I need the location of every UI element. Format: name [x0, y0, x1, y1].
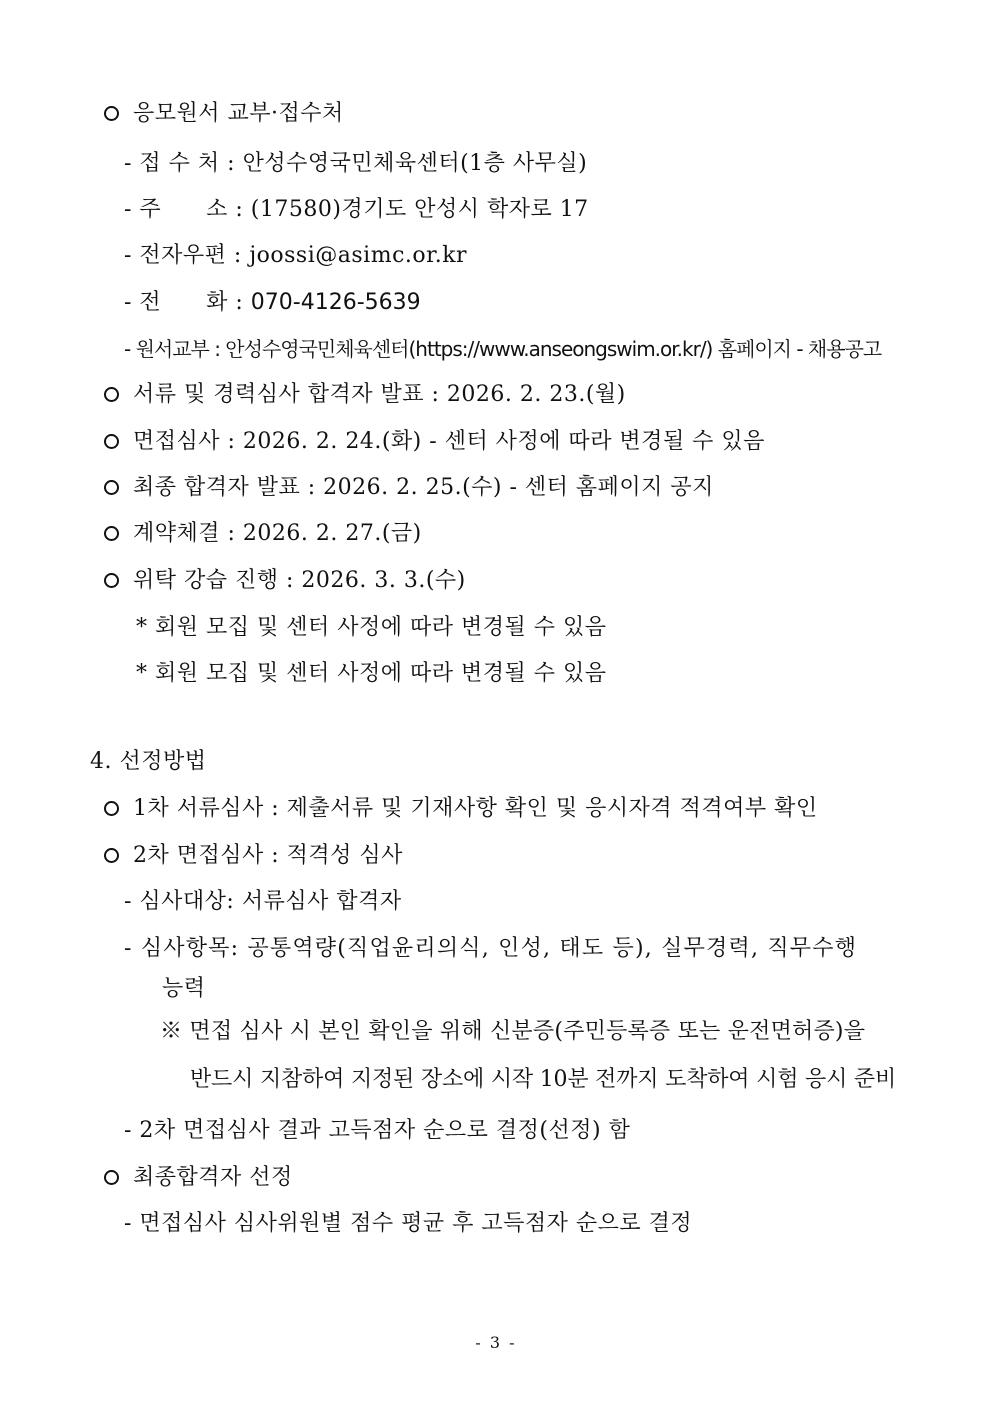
training-line: 위탁 강습 진행 : 2026. 3. 3.(수) — [104, 566, 466, 596]
phone-number: 070-4126-5639 — [250, 290, 421, 315]
final-selection-line: 최종합격자 선정 — [104, 1163, 293, 1193]
id-notice-line: ※ 면접 심사 시 본인 확인을 위해 신분증(주민등록증 또는 운전면허증)을 — [160, 1019, 866, 1044]
doc-result-line: 서류 및 경력심사 합격자 발표 : 2026. 2. 23.(월) — [104, 380, 626, 410]
note-line: * 회원 모집 및 센터 사정에 따라 변경될 수 있음 — [136, 661, 607, 686]
contract-line: 계약체결 : 2026. 2. 27.(금) — [104, 519, 422, 549]
application-heading: 응모원서 교부·접수처 — [104, 99, 344, 129]
first-review-line: 1차 서류심사 : 제출서류 및 기재사항 확인 및 응시자격 적격여부 확인 — [104, 794, 818, 824]
circle-bullet-icon — [104, 434, 119, 449]
final-announcement-line: 최종 합격자 발표 : 2026. 2. 25.(수) - 센터 홈페이지 공지 — [104, 473, 714, 503]
circle-bullet-icon — [104, 801, 119, 816]
final-method-line: - 면접심사 심사위원별 점수 평균 후 고득점자 순으로 결정 — [124, 1211, 693, 1236]
review-items-continuation: 능력 — [162, 976, 206, 1001]
address-line: - 주 소 : (17580)경기도 안성시 학자로 17 — [124, 197, 589, 222]
circle-bullet-icon — [104, 387, 119, 402]
email-line: - 전자우편 : joossi@asimc.or.kr — [124, 243, 468, 268]
review-target-line: - 심사대상: 서류심사 합격자 — [124, 889, 402, 914]
phone-line: - 전 화 : 070-4126-5639 — [124, 290, 421, 315]
circle-bullet-icon — [104, 480, 119, 495]
circle-bullet-icon — [104, 1170, 119, 1185]
section-title: 4. 선정방법 — [90, 749, 207, 774]
decision-line: - 2차 면접심사 결과 고득점자 순으로 결정(선정) 함 — [124, 1118, 631, 1143]
circle-bullet-icon — [104, 848, 119, 863]
circle-bullet-icon — [104, 106, 119, 121]
note-line: * 회원 모집 및 센터 사정에 따라 변경될 수 있음 — [136, 615, 607, 640]
circle-bullet-icon — [104, 573, 119, 588]
form-distribution-line: - 원서교부 : 안성수영국민체육센터(https://www.anseongswim.or.kr/) 홈페이지 - 채용공고 — [124, 337, 882, 361]
review-items-line: - 심사항목: 공통역량(직업윤리의식, 인성, 태도 등), 실무경력, 직무수행 — [124, 936, 858, 961]
circle-bullet-icon — [104, 526, 119, 541]
second-review-line: 2차 면접심사 : 적격성 심사 — [104, 841, 403, 871]
reception-line: - 접 수 처 : 안성수영국민체육센터(1층 사무실) — [124, 151, 588, 176]
interview-line: 면접심사 : 2026. 2. 24.(화) - 센터 사정에 따라 변경될 수 있음 — [104, 427, 765, 457]
page-number: - 3 - — [475, 1333, 517, 1352]
id-notice-continuation: 반드시 지참하여 지정된 장소에 시작 10분 전까지 도착하여 시험 응시 준비 — [190, 1067, 897, 1092]
